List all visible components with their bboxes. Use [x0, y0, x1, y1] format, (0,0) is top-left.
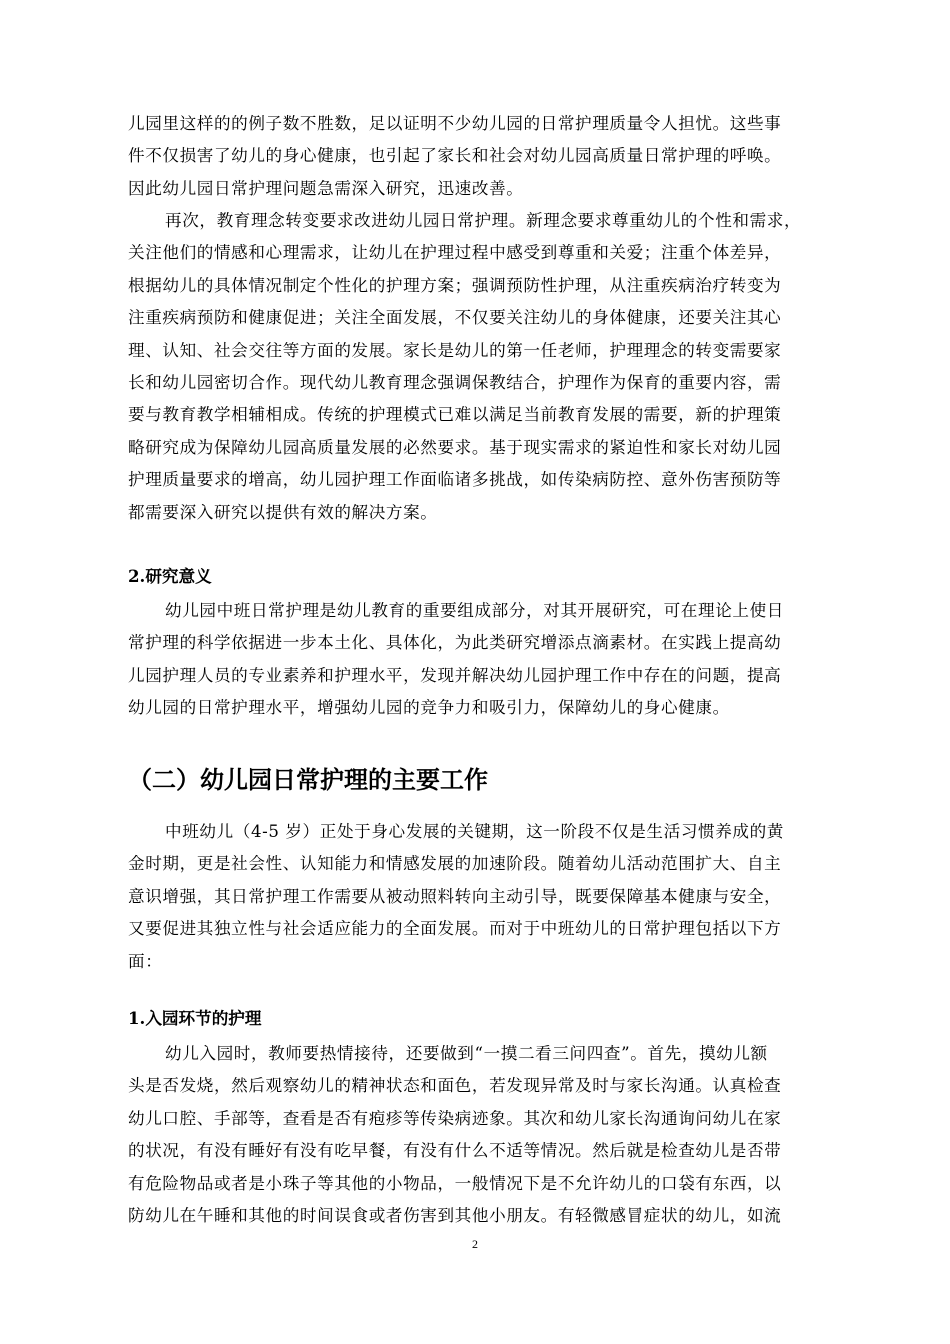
subheading-research-significance: 2.研究意义	[128, 566, 212, 586]
paragraph-line: 意识增强，其日常护理工作需要从被动照料转向主动引导，既要保障基本健康与安全，	[128, 886, 782, 906]
paragraph-line: 幼儿口腔、手部等，查看是否有疱疹等传染病迹象。其次和幼儿家长沟通询问幼儿在家	[128, 1108, 782, 1128]
paragraph-line: 中班幼儿（4-5 岁）正处于身心发展的关键期，这一阶段不仅是生活习惯养成的黄	[165, 822, 784, 841]
paragraph-line: 常护理的科学依据进一步本土化、具体化，为此类研究增添点滴素材。在实践上提高幼	[128, 633, 782, 653]
paragraph-line: 幼儿园的日常护理水平，增强幼儿园的竞争力和吸引力，保障幼儿的身心健康。	[128, 698, 730, 718]
paragraph-line: 幼儿园中班日常护理是幼儿教育的重要组成部分，对其开展研究，可在理论上使日	[165, 601, 784, 620]
paragraph-2	[128, 205, 856, 529]
paragraph-line: 儿园里这样的的例子数不胜数，足以证明不少幼儿园的日常护理质量令人担忧。这些事	[128, 114, 782, 133]
paragraph-line: 又要促进其独立性与社会适应能力的全面发展。而对于中班幼儿的日常护理包括以下方	[128, 919, 782, 939]
paragraph-1	[128, 108, 856, 205]
paragraph-line: 的状况，有没有睡好有没有吃早餐，有没有什么不适等情况。然后就是检查幼儿是否带	[128, 1141, 782, 1161]
paragraph-line: 金时期，更是社会性、认知能力和情感发展的加速阶段。随着幼儿活动范围扩大、自主	[128, 854, 782, 874]
paragraph-line: 要与教育教学相辅相成。传统的护理模式已难以满足当前教育发展的需要，新的护理策	[128, 405, 782, 425]
paragraph-3	[128, 595, 856, 725]
paragraph-line: 有危险物品或者是小珠子等其他的小物品，一般情况下是不允许幼儿的口袋有东西，以	[128, 1173, 782, 1193]
paragraph-line: 注重疾病预防和健康促进；关注全面发展，不仅要关注幼儿的身体健康，还要关注其心	[128, 308, 782, 328]
paragraph-line: 防幼儿在午睡和其他的时间误食或者伤害到其他小朋友。有轻微感冒症状的幼儿，如流	[128, 1206, 782, 1226]
paragraph-line: 关注他们的情感和心理需求，让幼儿在护理过程中感受到尊重和关爱；注重个体差异，	[128, 243, 782, 263]
paragraph-line: 护理质量要求的增高，幼儿园护理工作面临诸多挑战，如传染病防控、意外伤害预防等	[128, 470, 782, 490]
section-title: （二）幼儿园日常护理的主要工作	[128, 765, 488, 794]
paragraph-line: 因此幼儿园日常护理问题急需深入研究，迅速改善。	[128, 178, 524, 198]
paragraph-line: 根据幼儿的具体情况制定个性化的护理方案；强调预防性护理，从注重疾病治疗转变为	[128, 275, 782, 295]
paragraph-line: 再次，教育理念转变要求改进幼儿园日常护理。新理念要求尊重幼儿的个性和需求，	[165, 211, 802, 230]
paragraph-line: 都需要深入研究以提供有效的解决方案。	[128, 502, 438, 522]
paragraph-line: 理、认知、社会交往等方面的发展。家长是幼儿的第一任老师，护理理念的转变需要家	[128, 340, 782, 360]
paragraph-line: 儿园护理人员的专业素养和护理水平，发现并解决幼儿园护理工作中存在的问题，提高	[128, 665, 782, 685]
subheading-admission-care: 1.入园环节的护理	[128, 1008, 262, 1028]
paragraph-5	[128, 1038, 856, 1232]
paragraph-line: 略研究成为保障幼儿园高质量发展的必然要求。基于现实需求的紧迫性和家长对幼儿园	[128, 437, 782, 457]
paragraph-line: 面：	[128, 951, 163, 971]
paragraph-line: 幼儿入园时，教师要热情接待，还要做到“一摸二看三问四查”。首先，摸幼儿额	[165, 1044, 768, 1063]
paragraph-line: 头是否发烧，然后观察幼儿的精神状态和面色，若发现异常及时与家长沟通。认真检查	[128, 1076, 782, 1096]
paragraph-4	[128, 816, 856, 978]
page-number: 2	[472, 1237, 478, 1251]
paragraph-line: 件不仅损害了幼儿的身心健康，也引起了家长和社会对幼儿园高质量日常护理的呼唤。	[128, 146, 782, 166]
paragraph-line: 长和幼儿园密切合作。现代幼儿教育理念强调保教结合，护理作为保育的重要内容，需	[128, 373, 782, 393]
